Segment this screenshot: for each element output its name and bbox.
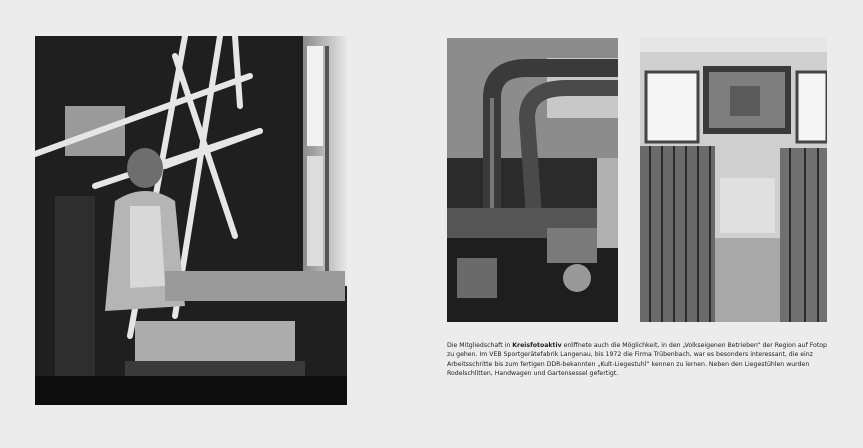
caption-line-4: Rodelschlitten, Handwagen und Gartensessel gefertigt. [447, 370, 619, 378]
photo-workshop-room [640, 38, 827, 322]
caption-line-2: zu gehen. Im VEB Sportgerätefabrik Langenau, bis 1972 die Firma Trübenbach, war es besonders interessant, die einz [447, 351, 813, 359]
photo-factory-machinery [447, 38, 618, 322]
photo-deckchair-worker [35, 36, 347, 405]
caption-highlight: Kreisfotoaktiv [512, 342, 562, 349]
caption-line-3: Arbeitsschritte bis zum fertigen DDR-bekannten „Kult-Liegestuhl“ kennen zu lernen. Neben den Liegestühlen wurden [447, 360, 810, 368]
caption-line-1: Die Mitgliedschaft in Kreisfotoaktiv eröffnete auch die Möglichkeit, in den „Volkseigenen Betrieben“ der Region auf Fotop [447, 342, 827, 349]
caption-text [447, 341, 833, 379]
